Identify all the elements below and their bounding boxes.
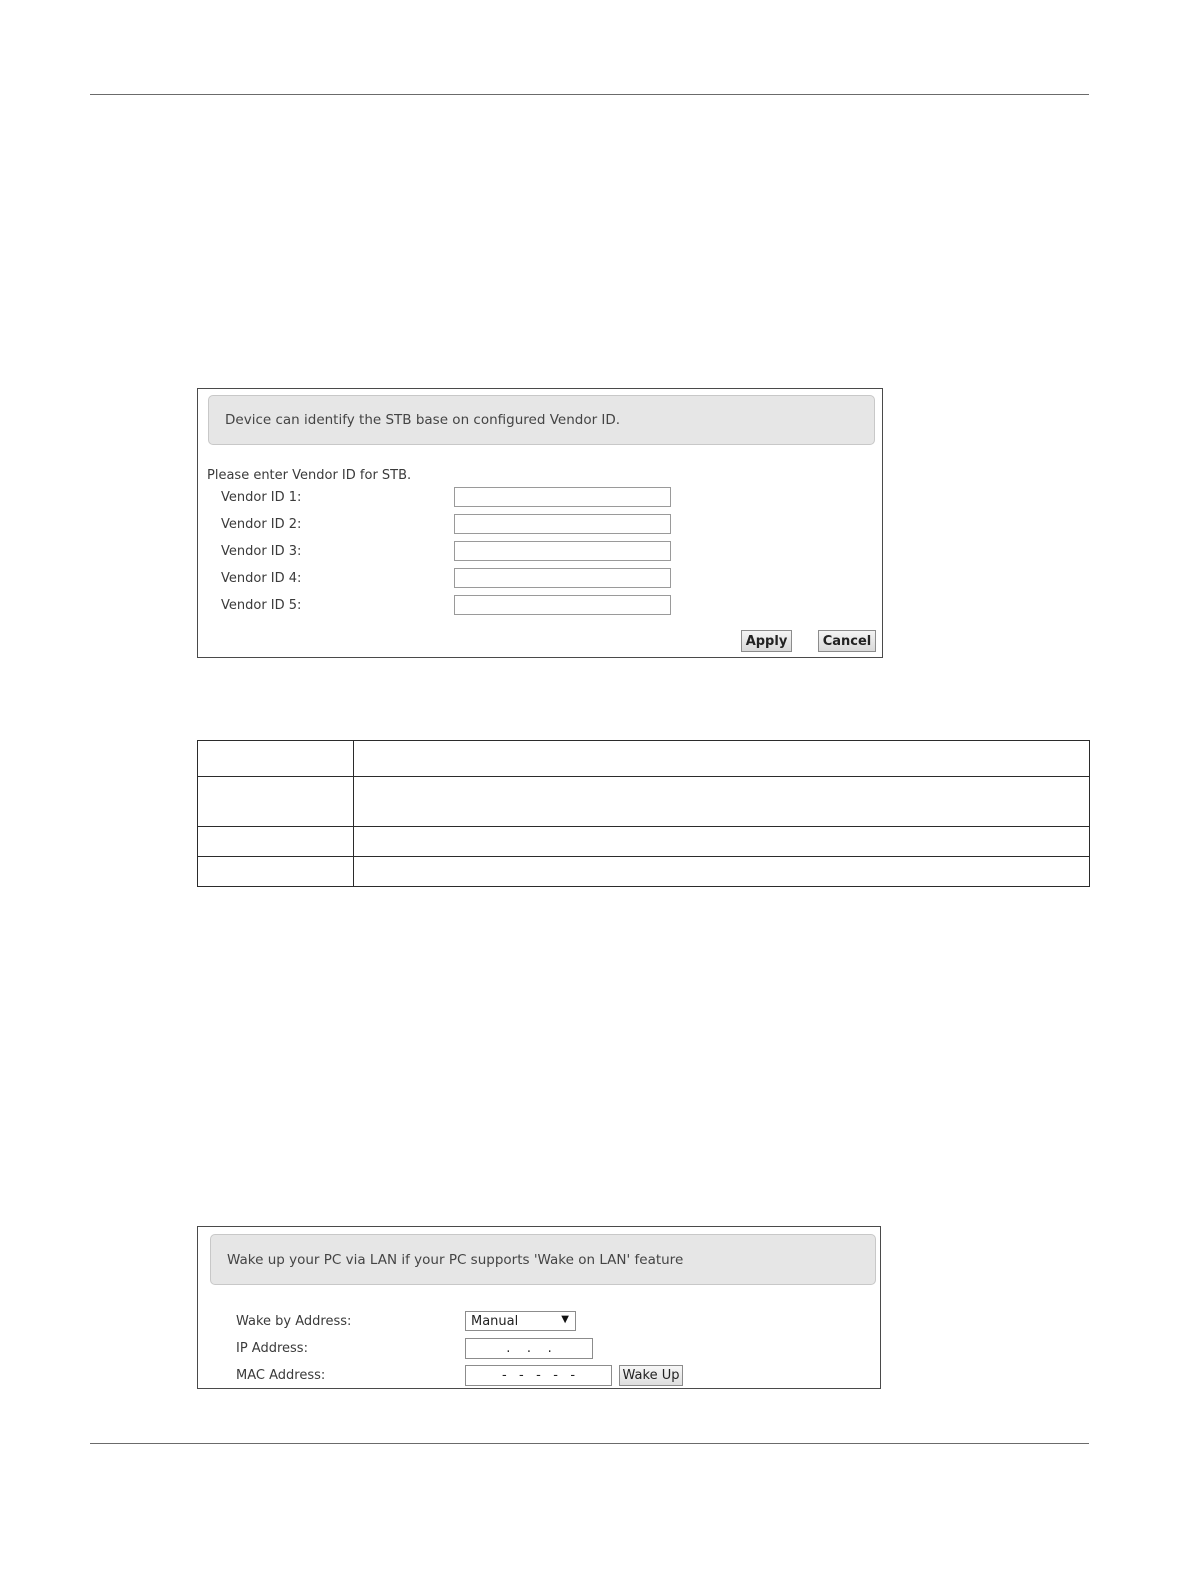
stb-prompt: Please enter Vendor ID for STB.	[207, 468, 412, 483]
mac-address-label: MAC Address:	[236, 1368, 326, 1383]
vendor-id-4-input[interactable]	[454, 568, 671, 588]
header-divider	[90, 94, 1089, 95]
field-description-table	[197, 740, 1090, 887]
table-row	[198, 827, 1090, 857]
table-header-cell	[198, 741, 354, 777]
wake-up-button[interactable]: Wake Up	[619, 1365, 683, 1386]
table-cell	[198, 857, 354, 887]
table-header-cell	[354, 741, 1090, 777]
vendor-id-3-input[interactable]	[454, 541, 671, 561]
wake-by-address-label: Wake by Address:	[236, 1314, 352, 1329]
vendor-id-5-input[interactable]	[454, 595, 671, 615]
wol-banner-text: Wake up your PC via LAN if your PC supports 'Wake on LAN' feature	[227, 1251, 684, 1268]
ip-address-label: IP Address:	[236, 1341, 308, 1356]
ip-address-input[interactable]	[465, 1338, 593, 1359]
table-cell	[354, 777, 1090, 827]
wake-by-address-select[interactable]	[465, 1311, 576, 1331]
apply-button[interactable]: Apply	[741, 630, 792, 652]
mac-address-input[interactable]	[465, 1365, 612, 1386]
cancel-button[interactable]: Cancel	[818, 630, 876, 652]
table-cell	[198, 827, 354, 857]
stb-vendor-id-panel	[197, 388, 883, 658]
table-cell	[354, 857, 1090, 887]
wake-by-address-value: Manual	[471, 1313, 519, 1329]
vendor-id-2-label: Vendor ID 2:	[221, 517, 302, 532]
footer-divider	[90, 1443, 1089, 1444]
vendor-id-4-label: Vendor ID 4:	[221, 571, 302, 586]
vendor-id-5-label: Vendor ID 5:	[221, 598, 302, 613]
vendor-id-2-input[interactable]	[454, 514, 671, 534]
table-cell	[354, 827, 1090, 857]
stb-banner-text: Device can identify the STB base on configured Vendor ID.	[225, 412, 621, 428]
wol-info-banner	[210, 1234, 876, 1285]
mac-address-value: - - - - -	[501, 1368, 576, 1383]
vendor-id-1-input[interactable]	[454, 487, 671, 507]
wake-on-lan-panel	[197, 1226, 881, 1389]
dropdown-arrow-icon: ▼	[561, 1314, 569, 1325]
ip-address-value: . . .	[506, 1341, 552, 1356]
vendor-id-3-label: Vendor ID 3:	[221, 544, 302, 559]
table-row	[198, 777, 1090, 827]
vendor-id-1-label: Vendor ID 1:	[221, 490, 302, 505]
table-header-row	[198, 741, 1090, 777]
stb-info-banner	[208, 395, 875, 445]
table-cell	[198, 777, 354, 827]
table-row	[198, 857, 1090, 887]
